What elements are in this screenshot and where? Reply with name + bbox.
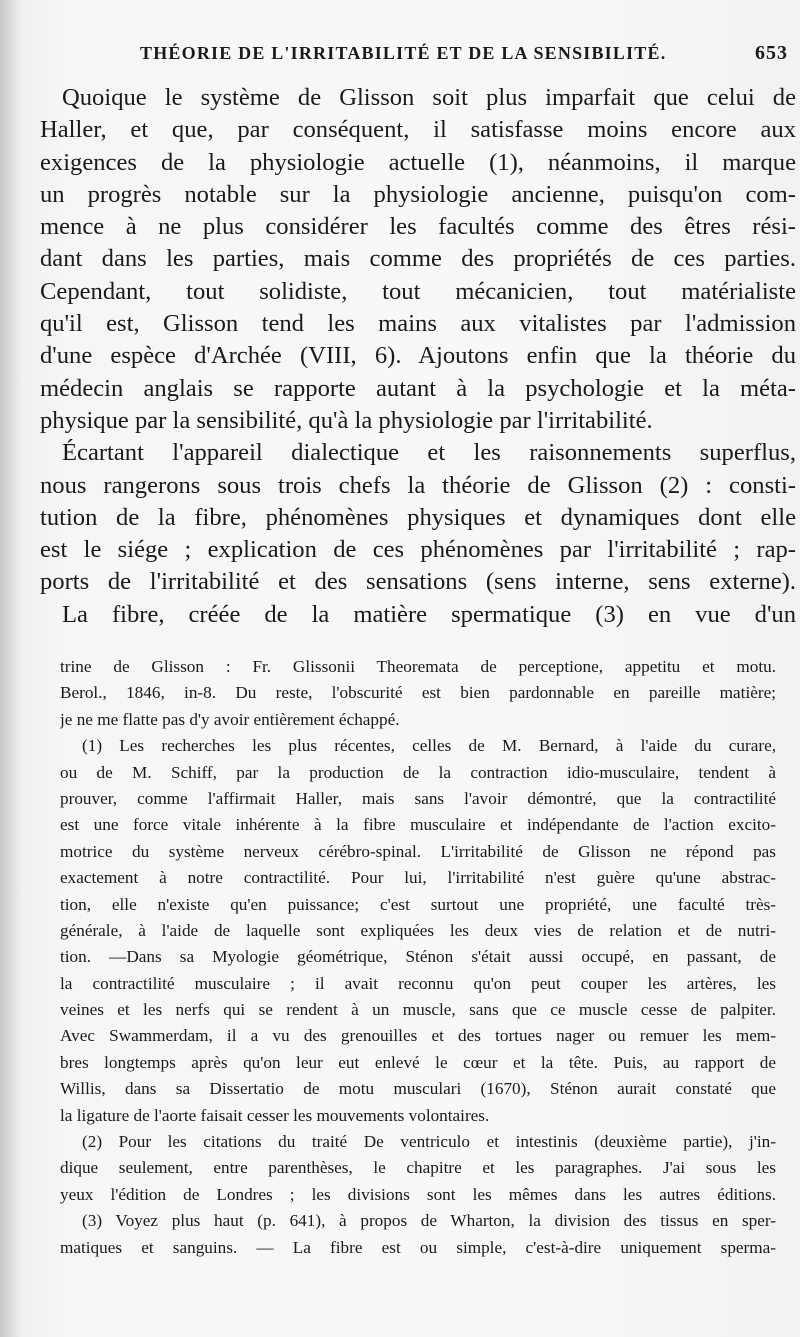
body-line: nous rangerons sous trois chefs la théorie de Glisson (2) : consti- [40,471,796,499]
body-line: La fibre, créée de la matière spermatique (3) en vue d'un [62,600,796,628]
footnote-line: trine de Glisson : Fr. Glissonii Theoremata de perceptione, appetitu et motu. [60,657,776,676]
body-line: exigences de la physiologie actuelle (1), néanmoins, il marque [40,148,796,176]
footnote-line: (1) Les recherches les plus récentes, celles de M. Bernard, à l'aide du curare, [82,736,776,756]
footnote-line: ou de M. Schiff, par la production de la contraction idio-musculaire, tendent à [60,762,776,782]
body-line: Haller, et que, par conséquent, il satisfasse moins encore aux [40,116,796,144]
footnote-line: (3) Voyez plus haut (p. 641), à propos de Wharton, la division des tissus en sper- [82,1211,776,1231]
footnote-line: je ne me flatte pas d'y avoir entièrement échappé. [60,709,400,729]
body-line: dant dans les parties, mais comme des propriétés de ces parties. [40,245,796,273]
footnotes [60,654,776,1261]
footnote-line: exactement à notre contractilité. Pour lui, l'irritabilité n'est guère qu'une abstrac- [60,868,776,888]
footnote-line: Willis, dans sa Dissertatio de motu musculari (1670), Sténon aurait constaté que [60,1079,776,1099]
footnote-line: la contractilité musculaire ; il avait reconnu qu'on peut couper les artères, les [60,973,776,993]
body-line: médecin anglais se rapporte autant à la psychologie et la méta- [40,374,796,402]
body-line: est le siége ; explication de ces phénomènes par l'irritabilité ; rap- [40,536,796,564]
body-line: tution de la fibre, phénomènes physiques et dynamiques dont elle [40,503,796,531]
footnote-line: générale, à l'aide de laquelle sont expliquées les deux vies de relation et de nutri- [60,920,776,940]
footnote-line: est une force vitale inhérente à la fibre musculaire et indépendante de l'action excito- [60,815,776,835]
body-line: Quoique le système de Glisson soit plus imparfait que celui de [62,84,796,111]
body-line: qu'il est, Glisson tend les mains aux vitalistes par l'admission [40,310,796,338]
body-line: ports de l'irritabilité et des sensations (sens interne, sens externe). [40,568,796,596]
footnote-line: tion, elle n'existe qu'en puissance; c'est surtout une propriété, une faculté très- [60,894,776,914]
page-gutter-shadow [0,0,22,1337]
footnote-line: prouver, comme l'affirmait Haller, mais sans l'avoir démontré, que la contractilité [60,788,776,808]
footnote-line: dique seulement, entre parenthèses, le chapitre et les paragraphes. J'ai sous les [60,1158,776,1178]
running-header [140,42,788,70]
footnote-line: veines et les nerfs qui se rendent à un muscle, sans que ce muscle cesse de palpiter. [60,1000,776,1020]
body-line: Écartant l'appareil dialectique et les raisonnements superflus, [62,439,796,467]
footnote-line: (2) Pour les citations du traité De ventriculo et intestinis (deuxième partie), j'in- [82,1132,776,1152]
page-number: 653 [755,42,788,64]
footnote-line: la ligature de l'aorte faisait cesser les mouvements volontaires. [60,1105,490,1125]
footnote-line: bres longtemps après qu'on leur eut enlevé le cœur et la tête. Puis, au rapport de [60,1052,776,1072]
running-title: THÉORIE DE L'IRRITABILITÉ ET DE LA SENSIBILITÉ. [140,43,667,63]
footnote-line: matiques et sanguins. — La fibre est ou simple, c'est-à-dire uniquement sperma- [60,1237,776,1257]
body-line: physique par la sensibilité, qu'à la physiologie par l'irritabilité. [40,406,653,434]
footnote-line: yeux l'édition de Londres ; les divisions sont les mêmes dans les autres éditions. [60,1184,776,1204]
body-line: Cependant, tout solidiste, tout mécanicien, tout matérialiste [40,277,796,305]
footnote-line: Berol., 1846, in-8. Du reste, l'obscurité est bien pardonnable en pareille matière; [60,683,776,703]
body-line: mence à ne plus considérer les facultés comme des êtres rési- [40,213,796,241]
main-text [40,82,796,631]
body-line: d'une espèce d'Archée (VIII, 6). Ajoutons enfin que la théorie du [40,342,796,370]
footnote-line: Avec Swammerdam, il a vu des grenouilles et des tortues nager ou remuer les mem- [60,1026,776,1046]
footnote-line: tion. —Dans sa Myologie géométrique, Sténon s'était aussi occupé, en passant, de [60,947,776,967]
footnote-line: motrice du système nerveux cérébro-spinal. L'irritabilité de Glisson ne répond pas [60,841,776,861]
body-line: un progrès notable sur la physiologie ancienne, puisqu'on com- [40,180,796,208]
